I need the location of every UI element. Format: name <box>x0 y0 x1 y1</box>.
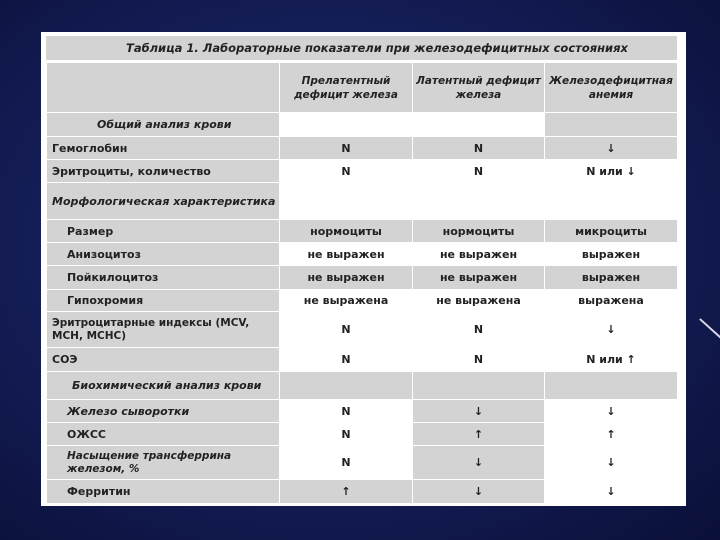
cell: нормоциты <box>413 220 545 243</box>
cell: ↓ <box>545 446 678 480</box>
header-anemia: Железодефицитная анемия <box>545 63 678 113</box>
cell: N <box>413 137 545 160</box>
cell: N или ↓ <box>545 160 678 183</box>
cell: N <box>413 312 545 348</box>
table-row <box>47 160 678 183</box>
row-label: Анизоцитоз <box>47 243 280 266</box>
cell: N <box>280 400 413 423</box>
cell: не выражена <box>280 290 413 312</box>
header-corner <box>47 63 280 113</box>
row-label: Морфологическая характеристика <box>47 183 280 220</box>
cell: N <box>280 348 413 372</box>
row-label: Биохимический анализ крови <box>47 372 280 400</box>
cell: N или ↑ <box>545 348 678 372</box>
row-label: Железо сыворотки <box>47 400 280 423</box>
table-row <box>47 266 678 290</box>
cell <box>413 372 545 400</box>
table-row <box>47 480 678 504</box>
row-label: Эритроциты, количество <box>47 160 280 183</box>
cell: не выражен <box>280 243 413 266</box>
cell: выражен <box>545 243 678 266</box>
cell: ↓ <box>545 400 678 423</box>
cell: выражен <box>545 266 678 290</box>
cell: не выражен <box>413 266 545 290</box>
cell <box>413 183 545 220</box>
cell: ↑ <box>413 423 545 446</box>
table-row <box>47 113 678 137</box>
cell: нормоциты <box>280 220 413 243</box>
table-title: Таблица 1. Лабораторные показатели при железодефицитных состояниях <box>46 36 677 60</box>
cell: ↓ <box>413 400 545 423</box>
cell: ↓ <box>413 446 545 480</box>
cell <box>545 183 678 220</box>
cell: N <box>280 160 413 183</box>
row-label: Ферритин <box>47 480 280 504</box>
cell <box>545 372 678 400</box>
cell: N <box>280 137 413 160</box>
cell: ↓ <box>413 480 545 504</box>
cell: N <box>413 348 545 372</box>
cell: ↓ <box>545 137 678 160</box>
cell <box>280 372 413 400</box>
table-row <box>47 243 678 266</box>
row-label: Эритроцитарные индексы (MCV, MCH, MCHC) <box>47 312 280 348</box>
cell <box>280 183 413 220</box>
cell <box>280 113 413 137</box>
row-label: Размер <box>47 220 280 243</box>
header-prelatent: Прелатентный дефицит железа <box>280 63 413 113</box>
table-panel <box>41 32 686 506</box>
cell: выражена <box>545 290 678 312</box>
cell: не выражена <box>413 290 545 312</box>
table-row <box>47 400 678 423</box>
table-row <box>47 423 678 446</box>
row-label: Насыщение трансферрина железом, % <box>47 446 280 480</box>
table-header-row <box>47 63 678 113</box>
cell: ↓ <box>545 312 678 348</box>
table-row <box>47 220 678 243</box>
header-latent: Латентный дефицит железа <box>413 63 545 113</box>
table-row <box>47 137 678 160</box>
cell: ↓ <box>545 480 678 504</box>
cell: N <box>280 423 413 446</box>
cell <box>413 113 545 137</box>
row-label: СОЭ <box>47 348 280 372</box>
row-label: ОЖСС <box>47 423 280 446</box>
cell: N <box>413 160 545 183</box>
table-row <box>47 372 678 400</box>
table-row <box>47 183 678 220</box>
cell <box>545 113 678 137</box>
decorative-line <box>699 318 720 339</box>
cell: не выражен <box>280 266 413 290</box>
lab-table <box>46 62 678 504</box>
cell: ↑ <box>545 423 678 446</box>
table-row <box>47 348 678 372</box>
cell: N <box>280 312 413 348</box>
cell: не выражен <box>413 243 545 266</box>
table-row <box>47 446 678 480</box>
cell: ↑ <box>280 480 413 504</box>
table-row <box>47 312 678 348</box>
row-label: Общий анализ крови <box>47 113 280 137</box>
cell: микроциты <box>545 220 678 243</box>
row-label: Гемоглобин <box>47 137 280 160</box>
cell: N <box>280 446 413 480</box>
row-label: Гипохромия <box>47 290 280 312</box>
row-label: Пойкилоцитоз <box>47 266 280 290</box>
table-row <box>47 290 678 312</box>
